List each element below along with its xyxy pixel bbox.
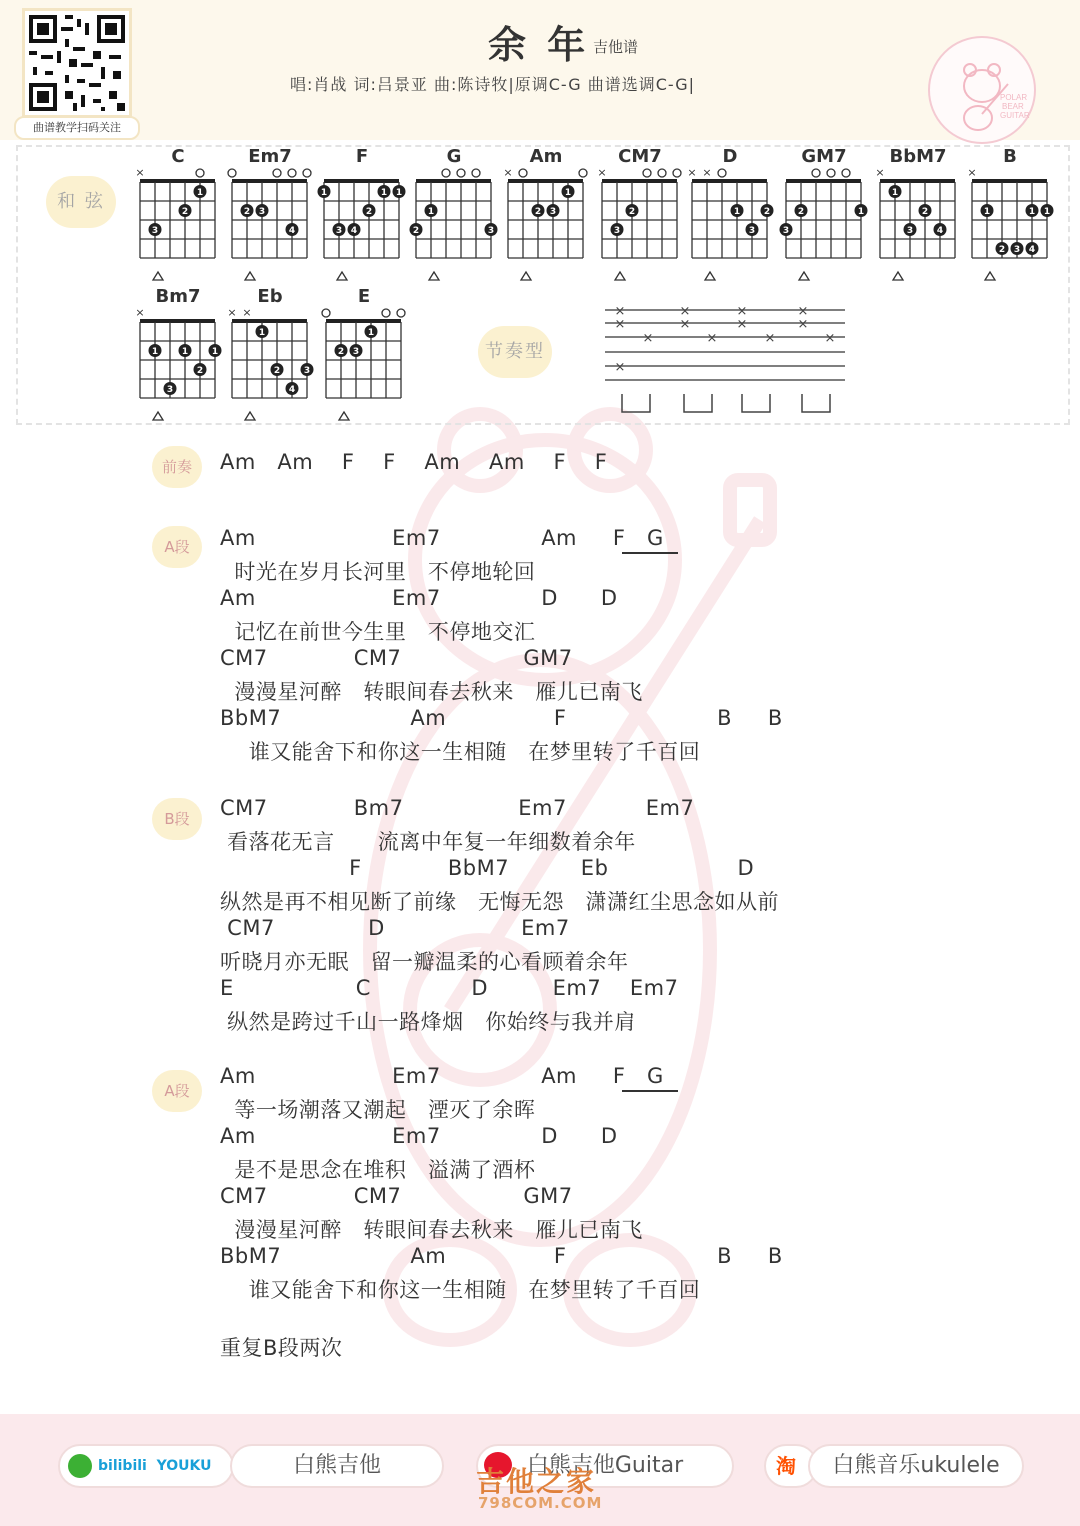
outro-note: 重复B段两次 bbox=[220, 1336, 343, 1360]
svg-text:3: 3 bbox=[352, 347, 360, 357]
svg-text:×: × bbox=[824, 331, 836, 346]
svg-text:×: × bbox=[242, 306, 252, 319]
lyric-line: 听晓月亦无眠 留一瓣温柔的心看顾着余年 bbox=[220, 950, 629, 974]
polar-bear-logo bbox=[928, 36, 1036, 144]
svg-text:×: × bbox=[764, 331, 776, 346]
site-watermark: 吉他之家 bbox=[476, 1465, 597, 1498]
svg-text:1: 1 bbox=[181, 347, 189, 357]
svg-text:×: × bbox=[227, 306, 237, 319]
svg-text:×: × bbox=[797, 304, 809, 319]
svg-text:2: 2 bbox=[763, 207, 771, 217]
svg-text:×: × bbox=[503, 166, 513, 179]
chord-diagram bbox=[230, 146, 320, 277]
chord-line: Am Em7 D D bbox=[220, 586, 618, 610]
chord-name: BbM7 bbox=[889, 146, 947, 167]
svg-text:×: × bbox=[797, 317, 809, 332]
lyric-line: 记忆在前世今生里 不停地交汇 bbox=[220, 620, 536, 644]
chord-name: Am bbox=[529, 146, 563, 167]
svg-text:3: 3 bbox=[549, 207, 557, 217]
svg-text:×: × bbox=[875, 166, 885, 179]
svg-text:2: 2 bbox=[273, 366, 281, 376]
svg-text:×: × bbox=[135, 166, 145, 179]
svg-text:3: 3 bbox=[1013, 245, 1021, 255]
svg-text:2: 2 bbox=[998, 245, 1006, 255]
chords-label: 和 弦 bbox=[46, 176, 116, 228]
svg-text:POLAR: POLAR bbox=[1000, 93, 1028, 102]
chord-name: GM7 bbox=[801, 146, 847, 167]
chord-name: CM7 bbox=[618, 146, 662, 167]
chord-pair-underline bbox=[622, 1090, 678, 1092]
svg-text:×: × bbox=[687, 166, 697, 179]
svg-text:3: 3 bbox=[782, 226, 790, 236]
svg-text:1: 1 bbox=[211, 347, 219, 357]
chord-name: C bbox=[171, 146, 185, 167]
footer-channel-weibo[interactable]: 白熊吉他Guitar bbox=[476, 1444, 734, 1488]
svg-text:3: 3 bbox=[258, 207, 266, 217]
svg-text:3: 3 bbox=[335, 226, 343, 236]
chord-diagram bbox=[687, 146, 780, 277]
svg-text:×: × bbox=[679, 304, 691, 319]
svg-text:1: 1 bbox=[320, 188, 328, 198]
lyric-line: 看落花无言 流离中年复一年细数着余年 bbox=[220, 830, 636, 854]
svg-text:×: × bbox=[597, 166, 607, 179]
chord-diagram bbox=[227, 286, 320, 417]
svg-text:2: 2 bbox=[921, 207, 929, 217]
svg-text:×: × bbox=[679, 317, 691, 332]
chord-line: CM7 CM7 GM7 bbox=[220, 1184, 573, 1208]
svg-text:3: 3 bbox=[748, 226, 756, 236]
svg-text:3: 3 bbox=[166, 385, 174, 395]
chord-name: G bbox=[446, 146, 462, 167]
lyric-line: 时光在岁月长河里 不停地轮回 bbox=[220, 560, 536, 584]
chord-line: Am Em7 D D bbox=[220, 1124, 618, 1148]
section-tag-a1: A段 bbox=[152, 526, 202, 568]
chord-line: E C D Em7 Em7 bbox=[220, 976, 679, 1000]
chord-pair-underline bbox=[622, 552, 678, 554]
lyric-line: 谁又能舍下和你这一生相随 在梦里转了千百回 bbox=[220, 1278, 701, 1302]
svg-text:1: 1 bbox=[196, 188, 204, 198]
section-tag-a2: A段 bbox=[152, 1070, 202, 1112]
svg-text:×: × bbox=[614, 360, 626, 375]
svg-text:×: × bbox=[706, 331, 718, 346]
svg-text:2: 2 bbox=[534, 207, 542, 217]
svg-text:2: 2 bbox=[797, 207, 805, 217]
svg-text:×: × bbox=[736, 317, 748, 332]
svg-text:1: 1 bbox=[564, 188, 572, 198]
section-tag-b: B段 bbox=[152, 798, 202, 840]
song-credits: 唱:肖战 词:吕景亚 曲:陈诗牧|原调C-G 曲谱选调C-G| bbox=[290, 75, 696, 94]
svg-text:BEAR: BEAR bbox=[1002, 102, 1024, 111]
chord-diagram bbox=[597, 146, 690, 277]
intro-chords: Am Am F F Am Am F F bbox=[220, 450, 608, 474]
svg-text:1: 1 bbox=[891, 188, 899, 198]
svg-text:2: 2 bbox=[628, 207, 636, 217]
chord-diagram bbox=[967, 146, 1060, 277]
lyric-line: 纵然是跨过千山一路烽烟 你始终与我并肩 bbox=[220, 1010, 636, 1034]
qr-caption: 曲谱教学扫码关注 bbox=[14, 116, 140, 140]
footer-channel-taobao[interactable]: 白熊音乐ukulele bbox=[808, 1444, 1024, 1488]
svg-text:4: 4 bbox=[288, 385, 296, 395]
chord-diagram bbox=[412, 146, 504, 277]
svg-text:1: 1 bbox=[1028, 207, 1036, 217]
video-platforms-pill[interactable] bbox=[58, 1444, 234, 1488]
svg-text:3: 3 bbox=[906, 226, 914, 236]
wechat-icon bbox=[68, 1454, 92, 1478]
svg-text:4: 4 bbox=[350, 226, 358, 236]
chord-line: CM7 CM7 GM7 bbox=[220, 646, 573, 670]
svg-text:2: 2 bbox=[181, 207, 189, 217]
chord-diagram bbox=[875, 146, 968, 277]
video-platform-names: bilibili YOUKU bbox=[98, 1458, 212, 1474]
svg-text:4: 4 bbox=[1028, 245, 1036, 255]
svg-text:3: 3 bbox=[613, 226, 621, 236]
svg-text:×: × bbox=[736, 304, 748, 319]
chord-diagram bbox=[320, 146, 412, 277]
svg-text:1: 1 bbox=[380, 188, 388, 198]
chord-line: Am Em7 Am F G bbox=[220, 1064, 664, 1088]
rhythm-label: 节奏型 bbox=[478, 326, 552, 378]
svg-text:4: 4 bbox=[936, 226, 944, 236]
chord-line: CM7 D Em7 bbox=[220, 916, 570, 940]
chord-name: Eb bbox=[257, 286, 283, 307]
chord-name: F bbox=[355, 146, 369, 167]
qr-code-image bbox=[22, 8, 132, 118]
svg-text:4: 4 bbox=[288, 226, 296, 236]
svg-text:×: × bbox=[702, 166, 712, 179]
chord-line: BbM7 Am F B B bbox=[220, 706, 783, 730]
section-tag-intro: 前奏 bbox=[152, 446, 202, 488]
chord-diagram bbox=[782, 146, 874, 277]
svg-text:2: 2 bbox=[412, 226, 420, 236]
lyric-line: 漫漫星河醉 转眼间春去秋来 雁儿已南飞 bbox=[220, 680, 643, 704]
lyric-line: 是不是思念在堆积 溢满了酒杯 bbox=[220, 1158, 536, 1182]
chord-line: CM7 Bm7 Em7 Em7 bbox=[220, 796, 695, 820]
lyric-line: 纵然是再不相见断了前缘 无悔无怨 潇潇红尘思念如从前 bbox=[220, 890, 780, 914]
svg-text:1: 1 bbox=[857, 207, 865, 217]
chord-diagram bbox=[503, 146, 596, 277]
lyric-line: 谁又能舍下和你这一生相随 在梦里转了千百回 bbox=[220, 740, 701, 764]
svg-text:1: 1 bbox=[151, 347, 159, 357]
svg-text:1: 1 bbox=[367, 328, 375, 338]
svg-text:2: 2 bbox=[243, 207, 251, 217]
chord-name: B bbox=[1003, 146, 1017, 167]
svg-text:3: 3 bbox=[303, 366, 311, 376]
lyric-line: 漫漫星河醉 转眼间春去秋来 雁儿已南飞 bbox=[220, 1218, 643, 1242]
chord-line: Am Em7 Am F G bbox=[220, 526, 664, 550]
taobao-icon: 淘 bbox=[776, 1454, 796, 1478]
svg-text:1: 1 bbox=[733, 207, 741, 217]
chord-line: BbM7 Am F B B bbox=[220, 1244, 783, 1268]
svg-text:1: 1 bbox=[395, 188, 403, 198]
svg-text:GUITAR: GUITAR bbox=[1000, 111, 1030, 120]
svg-text:3: 3 bbox=[487, 226, 495, 236]
svg-text:×: × bbox=[642, 331, 654, 346]
svg-text:1: 1 bbox=[427, 207, 435, 217]
chord-name: Bm7 bbox=[155, 286, 201, 307]
svg-text:1: 1 bbox=[1043, 207, 1051, 217]
site-watermark-url: 798COM.COM bbox=[478, 1494, 603, 1512]
svg-text:2: 2 bbox=[337, 347, 345, 357]
footer-channel-bilibili[interactable]: 白熊吉他 bbox=[230, 1444, 444, 1488]
chord-name: E bbox=[357, 286, 371, 307]
chord-diagram bbox=[135, 286, 228, 417]
rhythm-pattern bbox=[600, 302, 850, 421]
svg-text:3: 3 bbox=[151, 226, 159, 236]
svg-text:×: × bbox=[614, 317, 626, 332]
lyric-line: 等一场潮落又潮起 湮灭了余晖 bbox=[220, 1098, 536, 1122]
svg-text:×: × bbox=[135, 306, 145, 319]
song-subtitle: 吉他谱 bbox=[593, 38, 639, 56]
svg-text:1: 1 bbox=[258, 328, 266, 338]
svg-text:2: 2 bbox=[196, 366, 204, 376]
song-title: 余 年 bbox=[488, 23, 590, 67]
svg-text:×: × bbox=[614, 304, 626, 319]
svg-text:2: 2 bbox=[365, 207, 373, 217]
chord-line: F BbM7 Eb D bbox=[220, 856, 755, 880]
chord-diagram bbox=[324, 286, 414, 417]
svg-text:1: 1 bbox=[983, 207, 991, 217]
chord-diagram bbox=[135, 146, 228, 277]
chord-name: Em7 bbox=[248, 146, 292, 167]
svg-text:×: × bbox=[967, 166, 977, 179]
chord-name: D bbox=[722, 146, 738, 167]
